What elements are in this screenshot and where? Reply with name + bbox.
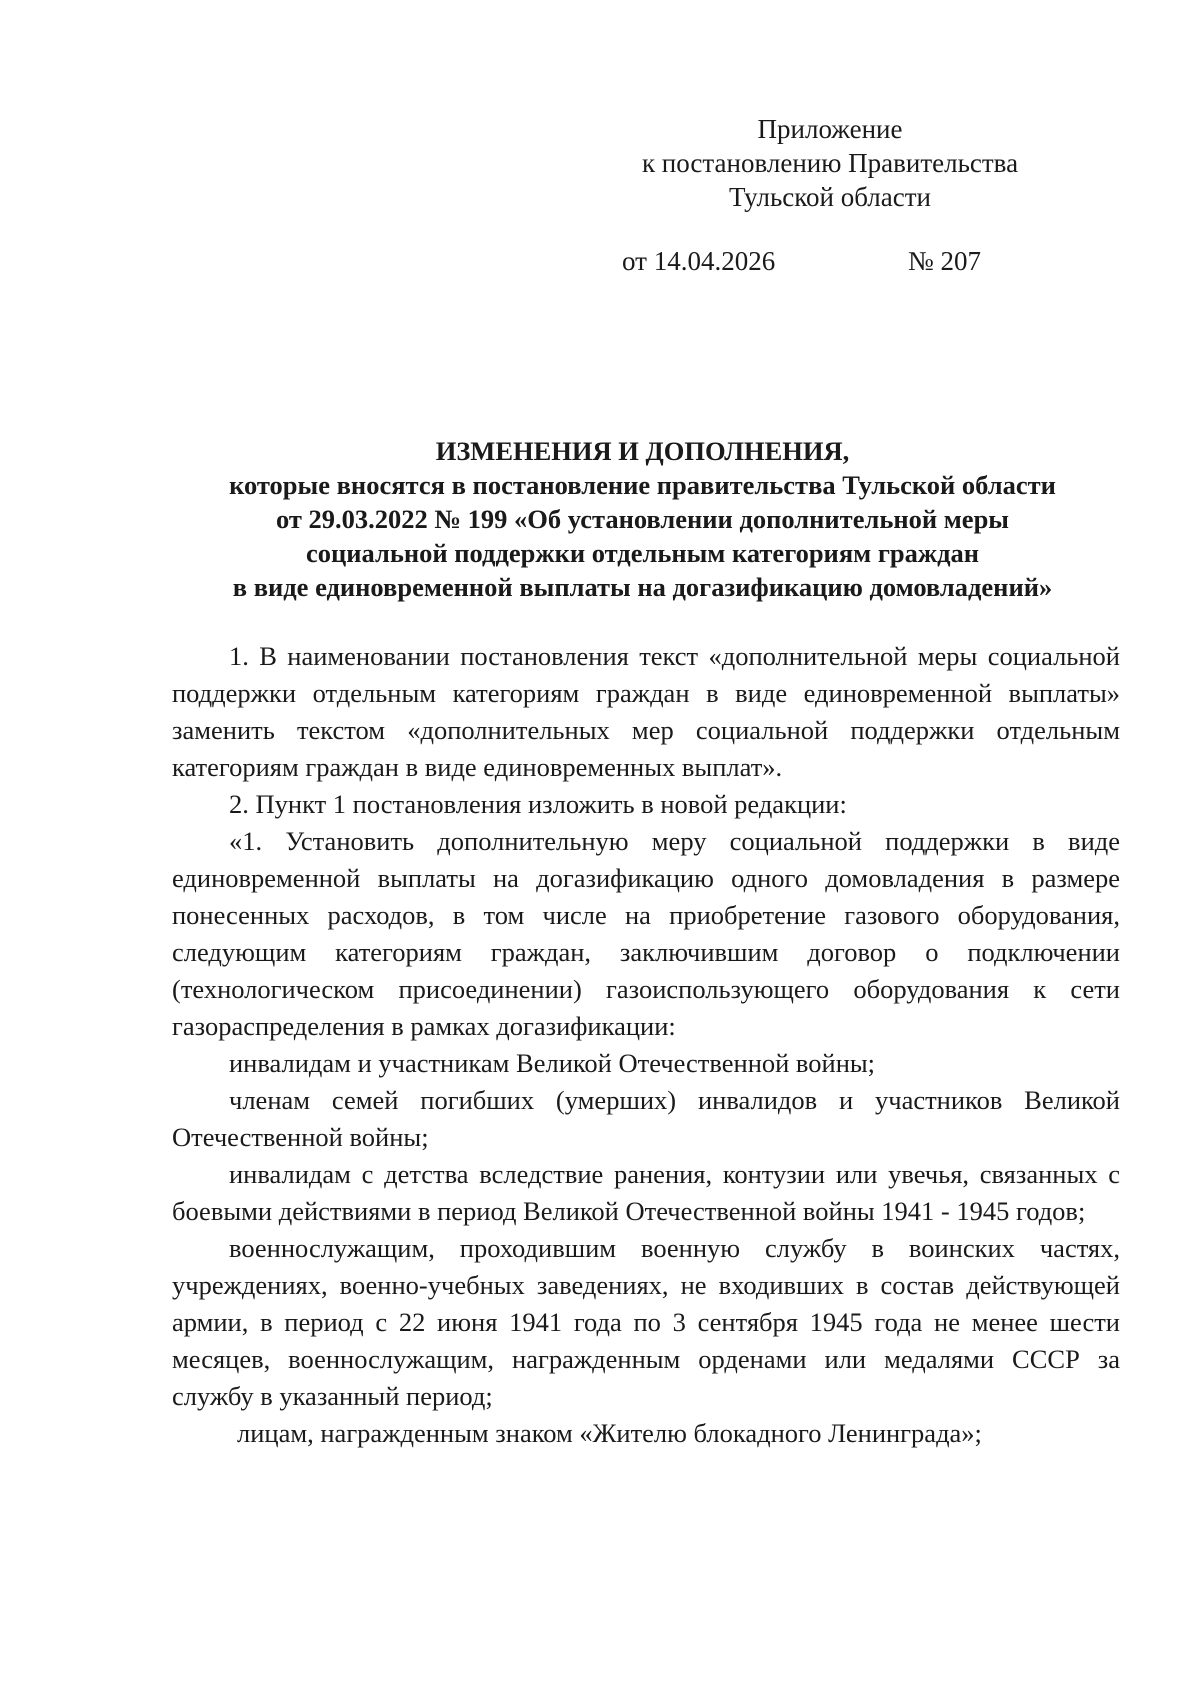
appendix-reference: к постановлению Правительства bbox=[641, 148, 1019, 178]
decree-number: № 207 bbox=[908, 246, 982, 276]
paragraph-new-wording: «1. Установить дополнительную меру социальной поддержки в виде единовременной выплаты на догазификацию одного домовладения в размере понесенных расходов, в том числе на приобретение газового оборудования, следующим категориям граждан, заключившим договор о подключении (технологическом присоединении) газоиспользующего оборудования к сети газораспределения в рамках догазификации: bbox=[172, 826, 1120, 1041]
document-title bbox=[160, 434, 1125, 604]
category-list-item: лицам, награжденным знаком «Жителю блокадного Ленинграда»; bbox=[237, 1418, 982, 1448]
appendix-region: Тульской области bbox=[729, 182, 931, 212]
title-line: которые вносятся в постановление правительства Тульской области bbox=[229, 470, 1056, 500]
title-line: социальной поддержки отдельным категориям граждан bbox=[305, 538, 980, 568]
category-list-item: членам семей погибших (умерших) инвалидов и участников Великой Отечественной войны; bbox=[172, 1085, 1120, 1152]
category-list-item: инвалидам с детства вследствие ранения, контузии или увечья, связанных с боевыми действиями в период Великой Отечественной войны 1941 - 1945 годов; bbox=[172, 1159, 1120, 1226]
document-body bbox=[172, 638, 1120, 1452]
category-list-item: военнослужащим, проходившим военную службу в воинских частях, учреждениях, военно-учебных заведениях, не входивших в состав действующей армии, в период с 22 июня 1941 года по 3 сентября 1945 года не менее шести месяцев, военнослужащим, награжденным орденами или медалями СССР за службу в указанный период; bbox=[172, 1233, 1120, 1411]
appendix-header bbox=[600, 112, 1060, 214]
paragraph-item-2: 2. Пункт 1 постановления изложить в новой редакции: bbox=[229, 789, 847, 819]
decree-date: от 14.04.2026 bbox=[622, 246, 776, 276]
title-line: от 29.03.2022 № 199 «Об установлении дополнительной меры bbox=[276, 504, 1009, 534]
title-line: ИЗМЕНЕНИЯ И ДОПОЛНЕНИЯ, bbox=[435, 436, 850, 466]
paragraph-item-1: 1. В наименовании постановления текст «дополнительной меры социальной поддержки отдельным категориям граждан в виде единовременной выплаты» заменить текстом «дополнительных мер социальной поддержки отдельным категориям граждан в виде единовременных выплат». bbox=[172, 641, 1120, 782]
category-list-item: инвалидам и участникам Великой Отечественной войны; bbox=[229, 1048, 876, 1078]
appendix-label: Приложение bbox=[757, 114, 903, 144]
title-line: в виде единовременной выплаты на догазификацию домовладений» bbox=[232, 572, 1053, 602]
